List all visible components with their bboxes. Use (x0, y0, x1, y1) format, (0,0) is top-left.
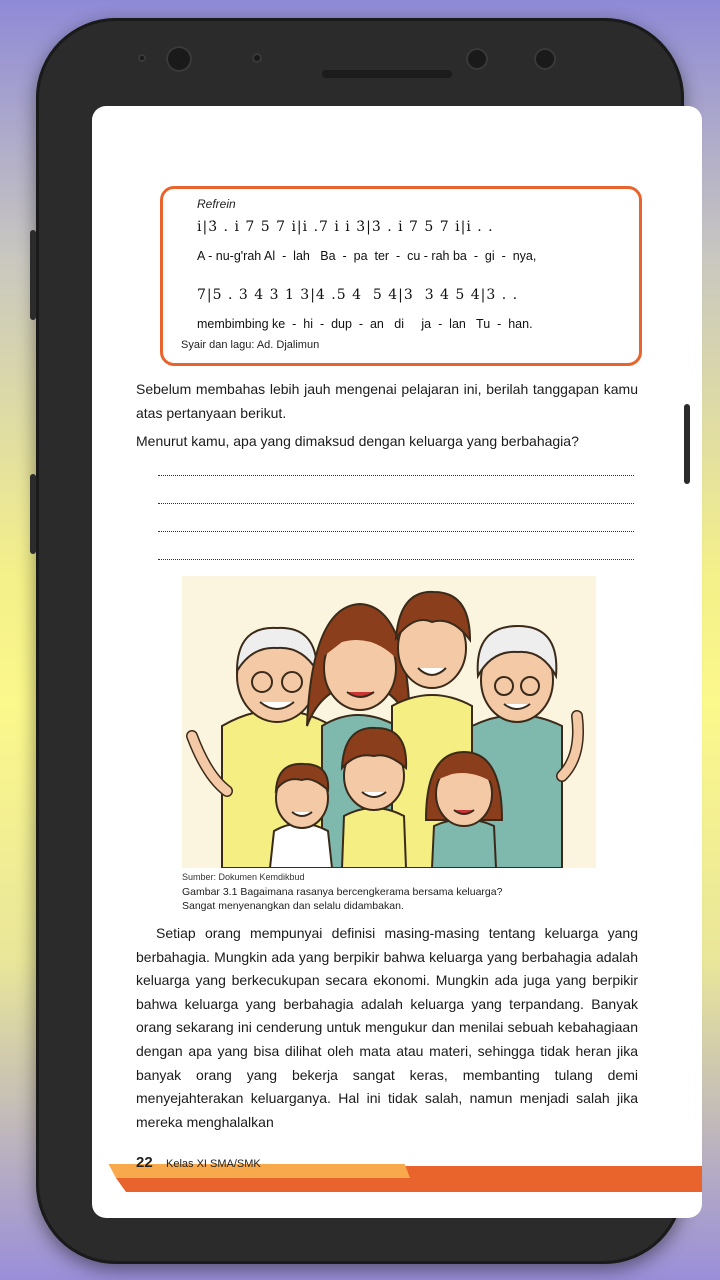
song-credit: Syair dan lagu: Ad. Djalimun (181, 339, 320, 351)
child-right-figure (426, 752, 502, 868)
volume-button[interactable] (30, 230, 36, 320)
notation-row-2: 7|5 . 3 4 3 1 3|4 .5 4 5 4|3 3 4 5 4|3 . . (197, 287, 519, 303)
family-illustration (182, 576, 596, 868)
figure-source: Sumber: Dokumen Kemdikbud (182, 872, 305, 882)
family-illustration-svg (182, 576, 596, 868)
phone-frame (36, 18, 684, 1264)
answer-line[interactable] (158, 559, 634, 560)
lyrics-row-2: membimbing ke - hi - dup - an di ja - lan Tu - han. (197, 317, 533, 331)
sensor-icon (138, 54, 146, 62)
song-notation-box (160, 186, 642, 366)
answer-line[interactable] (158, 475, 634, 476)
volume-button[interactable] (30, 474, 36, 554)
body-paragraph: Setiap orang mempunyai definisi masing-masing tentang keluarga yang berbahagia. Mungkin ada yang berpikir bahwa keluarga yang berbahagia adalah keluarga yang berkecukupan secara ekonomi. Mungkin ada juga yang berpikir bahwa keluarga yang berbahagia adalah keluarga yang terpandang. Banyak orang sekarang ini cenderung untuk mengukur dan menilai sebuah kebahagiaan dengan apa yang bisa dilihat oleh mata atau materi, sehingga tidak heran jika banyak orang yang bekerja sangat keras, membanting tulang demi menyejahterakan keluarganya. Hal ini tidak salah, namun menjadi salah jika mereka menghalalkan (136, 925, 638, 1130)
figure-caption-line-2: Sangat menyenangkan dan selalu didambakan. (182, 900, 404, 912)
book-title: Kelas XI SMA/SMK (166, 1158, 261, 1170)
figure-caption (182, 885, 502, 913)
notation-row-1: i|3̇ . i 7 5 7 i|i .7 i i 3̇|3̇ . i 7 5 7 i|i . . (197, 219, 494, 235)
figure-caption-line-1: Gambar 3.1 Bagaimana rasanya bercengkerama bersama keluarga? (182, 886, 503, 898)
sensor-icon (252, 53, 262, 63)
intro-paragraph: Sebelum membahas lebih jauh mengenai pelajaran ini, berilah tanggapan kamu atas pertanyaan berikut. (136, 381, 638, 421)
light-sensor-icon (534, 48, 556, 70)
earpiece-speaker (322, 70, 452, 78)
answer-line[interactable] (158, 531, 634, 532)
document-page[interactable] (92, 106, 702, 1218)
refrein-label: Refrein (197, 197, 236, 211)
lyrics-row-1: A - nu-g'rah Al - lah Ba - pa ter - cu - rah ba - gi - nya, (197, 249, 537, 263)
proximity-sensor-icon (466, 48, 488, 70)
front-camera-icon (166, 46, 192, 72)
power-button[interactable] (684, 404, 690, 484)
question-text: Menurut kamu, apa yang dimaksud dengan keluarga yang berbahagia? (136, 433, 579, 449)
answer-line[interactable] (158, 503, 634, 504)
child-middle-figure (342, 728, 406, 868)
page-number: 22 (136, 1154, 153, 1171)
